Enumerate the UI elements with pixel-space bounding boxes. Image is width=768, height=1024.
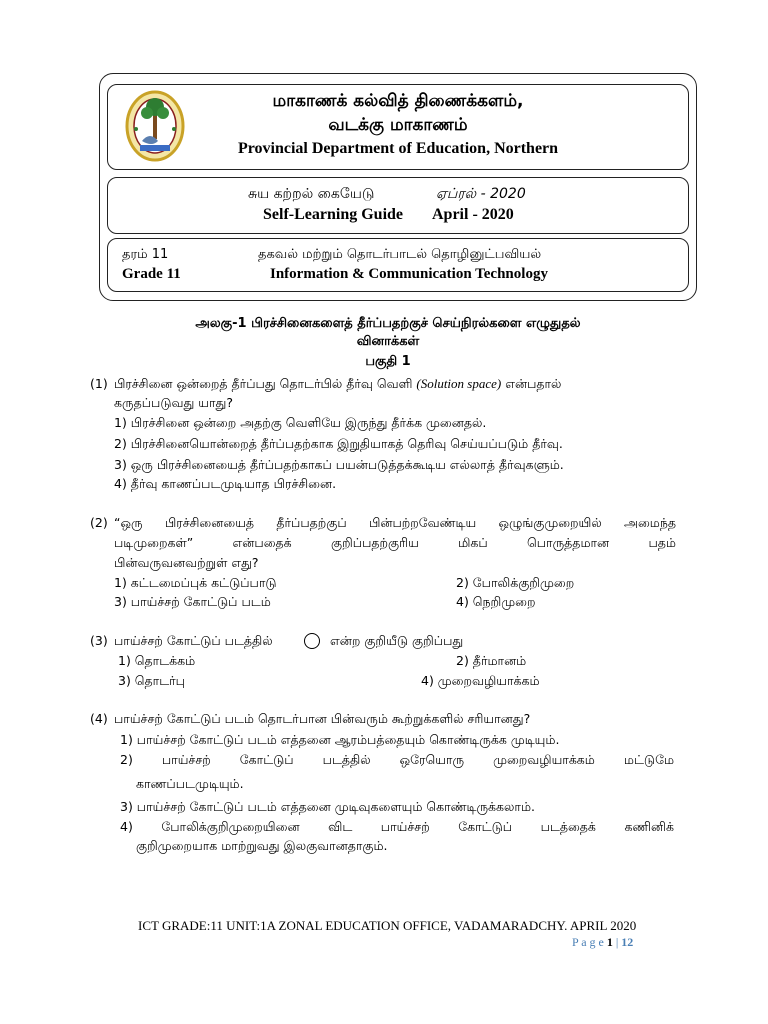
guide-english: Self-Learning Guide xyxy=(263,206,404,223)
grade-box xyxy=(107,238,689,292)
q2-option-2: 2) போலிக்குறிமுறை xyxy=(456,575,575,590)
q2-option-4: 4) நெறிமுறை xyxy=(456,594,536,609)
q4-number: (4) xyxy=(90,711,108,726)
q1-option-3: 3) ஒரு பிரச்சினையைத் தீர்ப்பதற்காகப் பயன்படுத்தக்கூடிய எல்லாத் தீர்வுகளும். xyxy=(114,457,564,472)
dept-english: Provincial Department of Education, Northern xyxy=(237,140,559,157)
guide-tamil: சுய கற்றல் கையேடு xyxy=(248,186,375,202)
grade-english: Grade 11 xyxy=(122,266,181,282)
q3-text-b: என்ற குறியீடு குறிப்பது xyxy=(330,633,464,648)
q1-number: (1) xyxy=(90,376,108,391)
grade-tamil: தரம் 11 xyxy=(122,247,169,262)
guide-box xyxy=(107,177,689,234)
q2-option-3: 3) பாய்ச்சற் கோட்டுப் படம் xyxy=(114,594,271,609)
q1-text xyxy=(114,376,679,393)
q1-text-line2: கருதப்படுவது யாது? xyxy=(114,395,233,410)
q2-option-1: 1) கட்டமைப்புக் கட்டுப்பாடு xyxy=(114,575,277,590)
q3-option-2: 2) தீர்மானம் xyxy=(456,653,527,668)
q2-line1: “ஒரு பிரச்சினையைத் தீர்ப்பதற்குப் பின்பற்றவேண்டிய ஒழுங்குமுறையில் அமைந்த xyxy=(114,515,676,530)
q2-line3: பின்வருவனவற்றுள் எது? xyxy=(114,555,259,570)
q2-number: (2) xyxy=(90,515,108,530)
q4-option-2a: 2) பாய்ச்சற் கோட்டுப் படத்தில் ஒரேயொரு முறைவழியாக்கம் மட்டுமே xyxy=(120,752,674,767)
connector-circle-symbol xyxy=(304,633,320,649)
q1-option-2: 2) பிரச்சினையொன்றைத் தீர்ப்பதற்காக இறுதியாகத் தெரிவு செய்யப்படும் தீர்வு. xyxy=(114,436,563,451)
page-indicator xyxy=(572,935,633,950)
q3-option-1: 1) தொடக்கம் xyxy=(118,653,196,668)
q1-text-en: (Solution space) xyxy=(416,376,502,391)
unit-part: பகுதி 1 xyxy=(365,354,411,369)
q1-option-4: 4) தீர்வு காணப்படமுடியாத பிரச்சினை. xyxy=(114,476,337,491)
q3-option-3: 3) தொடர்பு xyxy=(118,673,185,688)
q3-text-a: பாய்ச்சற் கோட்டுப் படத்தில் xyxy=(114,633,273,648)
q1-option-1: 1) பிரச்சினை ஒன்றை அதற்கு வெளியே இருந்து தீர்க்க முனைதல். xyxy=(114,415,487,430)
q4-option-3: 3) பாய்ச்சற் கோட்டுப் படம் எத்தனை முடிவுகளையும் கொண்டிருக்கலாம். xyxy=(120,799,535,814)
q4-option-1: 1) பாய்ச்சற் கோட்டுப் படம் எத்தனை ஆரம்பத்தையும் கொண்டிருக்க முடியும். xyxy=(120,732,560,747)
subject-tamil: தகவல் மற்றும் தொடர்பாடல் தொழினுட்பவியல் xyxy=(258,247,542,262)
provincial-logo xyxy=(124,89,186,163)
unit-title-line2: வினாக்கள் xyxy=(356,334,420,349)
page-total: 12 xyxy=(621,935,634,949)
subject-english: Information & Communication Technology xyxy=(270,266,548,282)
q4-option-4a: 4) போலிக்குறிமுறையினை விட பாய்ச்சற் கோட்டுப் படத்தைக் கணினிக் xyxy=(120,819,674,834)
page-separator: | xyxy=(615,935,619,949)
department-box xyxy=(107,84,689,170)
q4-option-2b: காணப்படமுடியும். xyxy=(136,776,244,791)
q1-text-b: என்பதால் xyxy=(505,376,562,391)
guide-tamil-date: ஏப்ரல் - 2020 xyxy=(436,186,526,202)
page-label: P a g e xyxy=(572,935,604,949)
q2-line2: படிமுறைகள்” என்பதைக் குறிப்பதற்குரிய மிகப் பொருத்தமான பதம் xyxy=(114,535,676,550)
q1-text-a: பிரச்சினை ஒன்றைத் தீர்ப்பது தொடர்பில் தீர்வு வெளி xyxy=(114,376,413,391)
dept-tamil-line1: மாகாணக் கல்வித் திணைக்களம், xyxy=(272,91,524,111)
q4-text: பாய்ச்சற் கோட்டுப் படம் தொடர்பான பின்வரும் கூற்றுக்களில் சரியானது? xyxy=(114,711,531,726)
q4-option-4b: குறிமுறையாக மாற்றுவது இலகுவானதாகும். xyxy=(136,838,388,853)
dept-tamil-line2: வடக்கு மாகாணம் xyxy=(328,115,468,135)
unit-title-line1: அலகு-1 பிரச்சினைகளைத் தீர்ப்பதற்குச் செய்நிரல்களை எழுதுதல் xyxy=(195,316,581,331)
page-number: 1 xyxy=(606,935,613,949)
q3-option-4: 4) முறைவழியாக்கம் xyxy=(421,673,540,688)
footer-text: ICT GRADE:11 UNIT:1A ZONAL EDUCATION OFFICE, VADAMARADCHY. APRIL 2020 xyxy=(138,918,637,933)
q3-number: (3) xyxy=(90,633,108,648)
guide-english-date: April - 2020 xyxy=(432,206,514,223)
